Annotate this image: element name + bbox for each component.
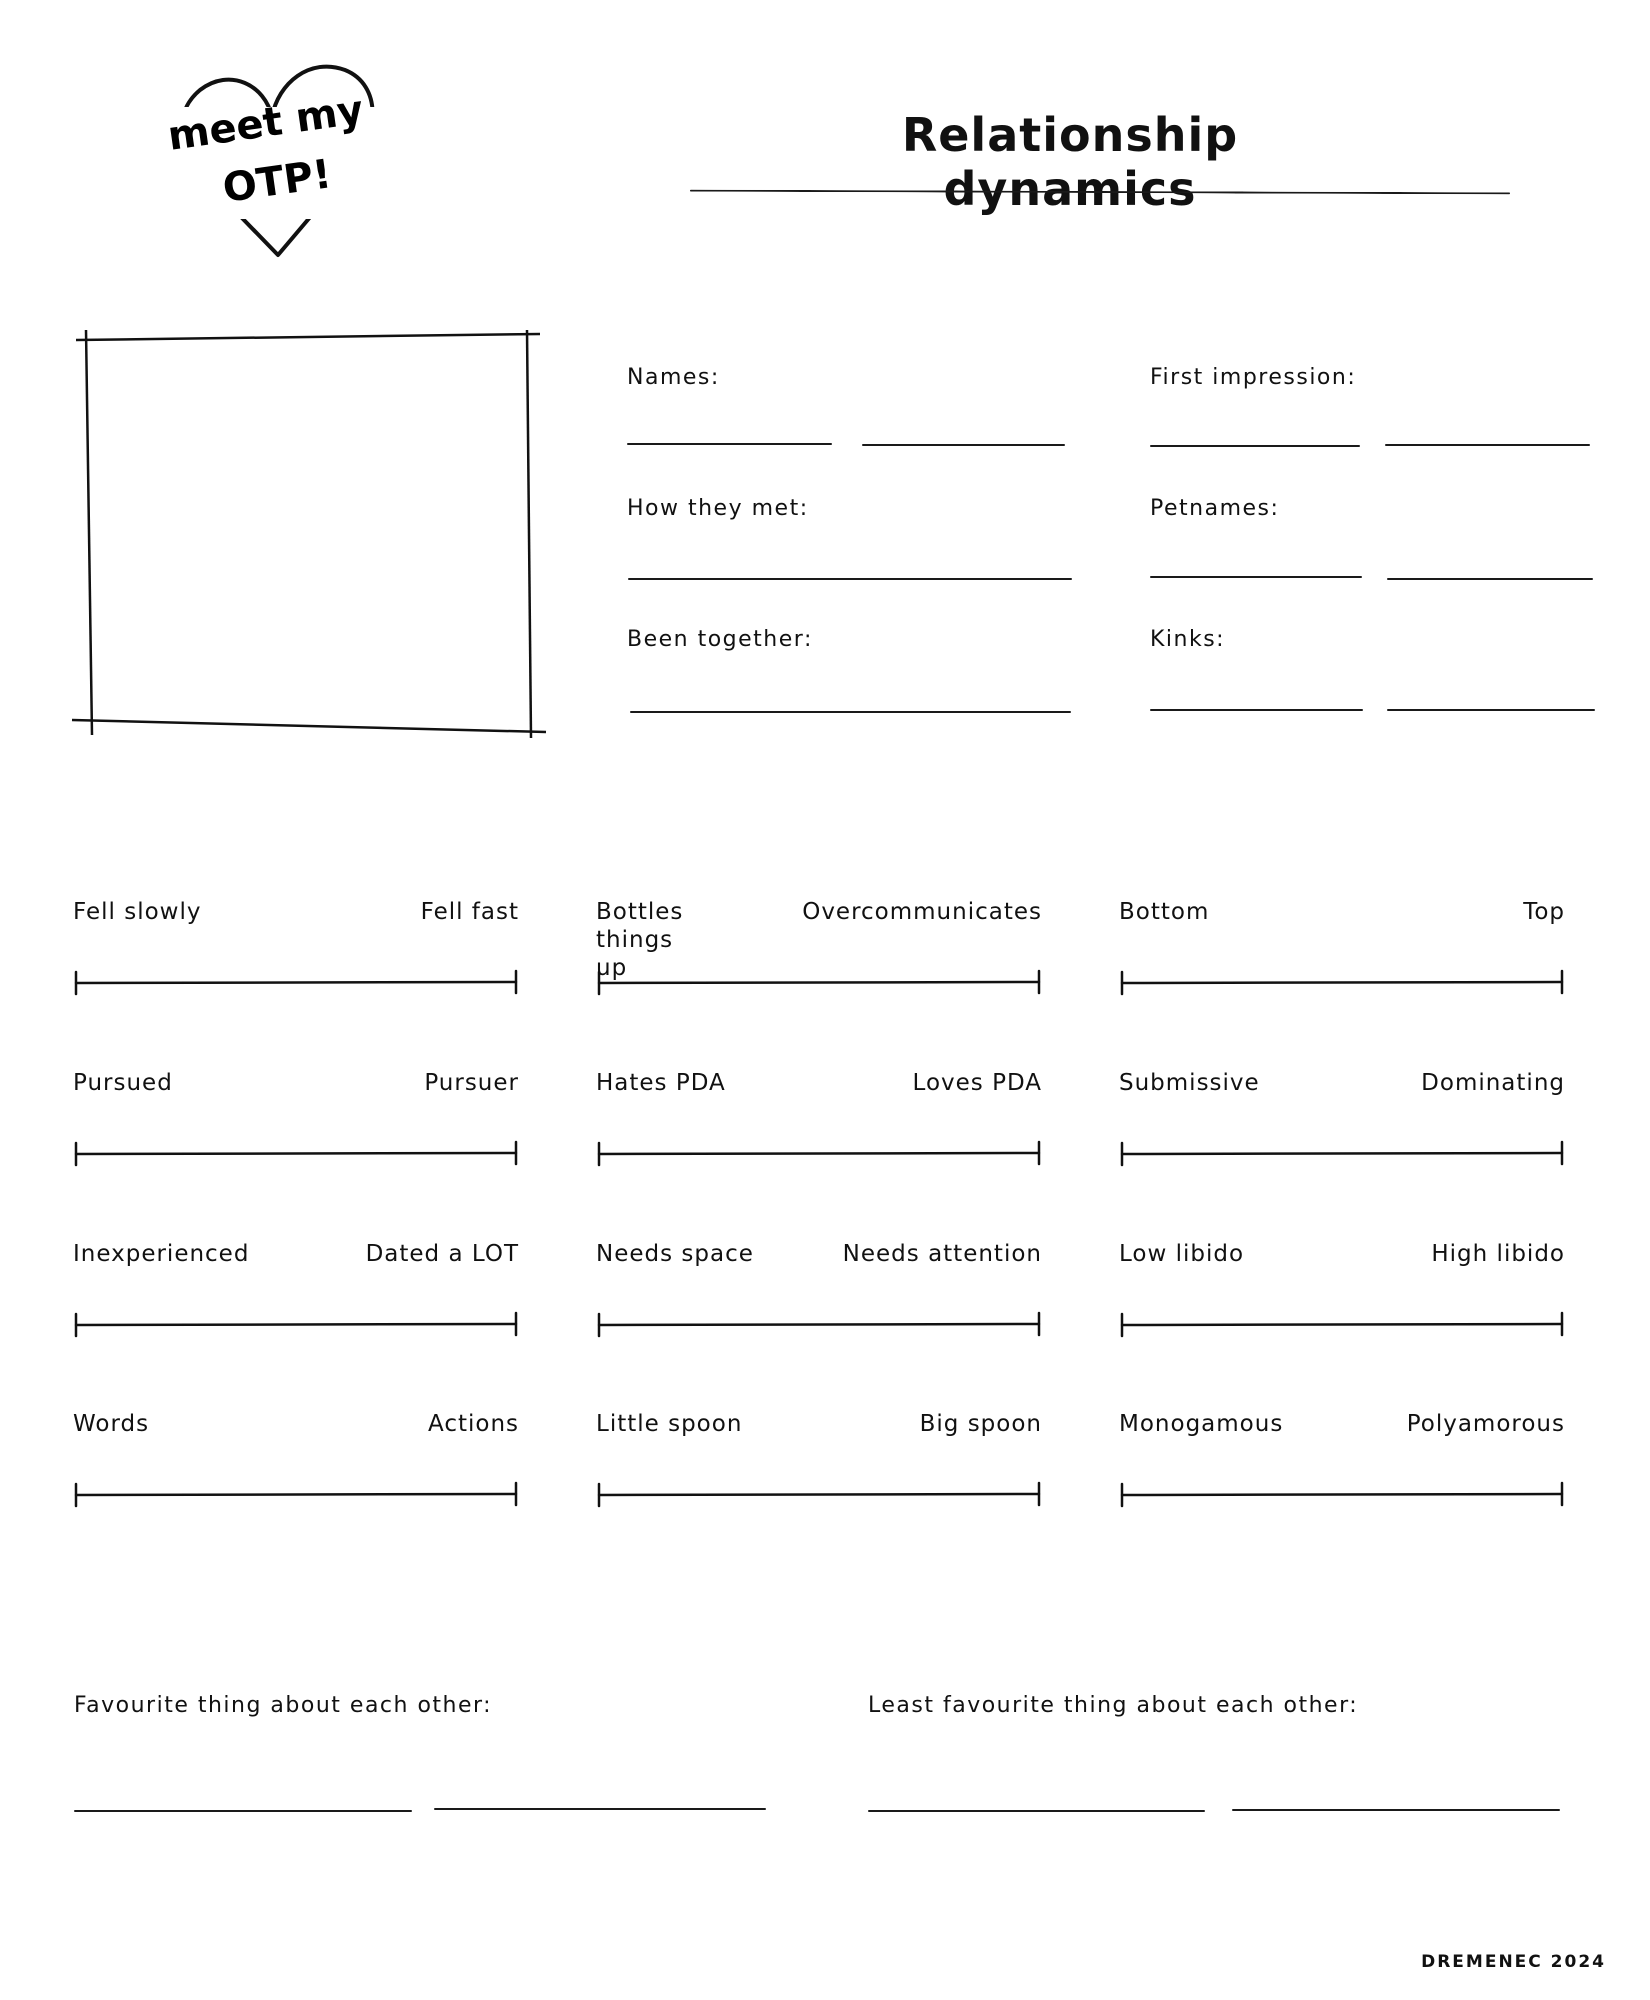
scale-right-label: Dominating [1421,1070,1565,1096]
scale-2[interactable] [1119,898,1565,1028]
scale-left-label: Inexperienced [73,1241,250,1267]
scale-left-label: Monogamous [1119,1411,1284,1437]
first-impression-field-2[interactable] [1385,444,1590,446]
how-they-met-label: How they met: [627,496,809,521]
scale-right-label: Polyamorous [1406,1411,1565,1437]
petnames-field-2[interactable] [1387,578,1593,580]
scale-track[interactable] [596,968,1042,998]
scale-5[interactable] [1119,1069,1565,1199]
scale-track[interactable] [73,1310,519,1340]
least-favourite-field-1[interactable] [868,1810,1205,1812]
kinks-label: Kinks: [1150,627,1226,652]
scale-3[interactable] [73,1069,519,1199]
scale-left-label: Submissive [1119,1070,1260,1096]
first-impression-field-1[interactable] [1150,445,1360,447]
scale-right-label: Big spoon [919,1411,1042,1437]
scale-right-label: Top [1523,899,1565,925]
scale-track[interactable] [1119,1139,1565,1169]
petnames-label: Petnames: [1150,496,1280,521]
scale-track[interactable] [596,1139,1042,1169]
kinks-field-1[interactable] [1150,709,1363,711]
scale-right-label: Needs attention [842,1241,1042,1267]
scale-right-label: Dated a LOT [365,1241,519,1267]
scale-4[interactable] [596,1069,1042,1199]
scale-10[interactable] [596,1410,1042,1540]
scale-track[interactable] [1119,1310,1565,1340]
scale-left-label: Words [73,1411,150,1437]
favourite-label: Favourite thing about each other: [74,1693,493,1718]
how-they-met-field[interactable] [628,578,1072,580]
scale-left-label: Little spoon [596,1411,743,1437]
scale-left-label: Low libido [1119,1241,1245,1267]
scale-11[interactable] [1119,1410,1565,1540]
kinks-field-2[interactable] [1387,709,1595,711]
credit: DREMENEC 2024 [1421,1952,1606,1972]
scale-right-label: Loves PDA [912,1070,1042,1096]
scale-left-label: Pursued [73,1070,173,1096]
least-favourite-label: Least favourite thing about each other: [868,1693,1359,1718]
scale-right-label: Pursuer [424,1070,519,1096]
scale-0[interactable] [73,898,519,1028]
names-field-2[interactable] [862,444,1065,446]
favourite-field-2[interactable] [434,1808,766,1810]
scale-8[interactable] [1119,1240,1565,1370]
logo-heart [160,55,400,269]
photo-box[interactable] [68,330,558,754]
logo-line1: meet my [164,86,367,160]
scale-track[interactable] [73,1480,519,1510]
scale-left-label: Fell slowly [73,899,202,925]
logo-line2: OTP! [219,151,335,212]
petnames-field-1[interactable] [1150,576,1362,578]
scale-right-label: Fell fast [420,899,519,925]
scale-6[interactable] [73,1240,519,1370]
names-field-1[interactable] [627,443,832,445]
scale-track[interactable] [73,1139,519,1169]
scale-right-label: High libido [1431,1241,1565,1267]
first-impression-label: First impression: [1150,365,1357,390]
scale-track[interactable] [1119,968,1565,998]
scale-left-label: Bottles things up [596,899,684,981]
scale-track[interactable] [73,968,519,998]
scale-track[interactable] [596,1480,1042,1510]
scale-track[interactable] [596,1310,1042,1340]
scale-1[interactable] [596,898,1042,1028]
heart-icon [160,55,400,265]
scale-left-label: Bottom [1119,899,1210,925]
scale-right-label: Overcommunicates [802,899,1042,925]
favourite-field-1[interactable] [74,1810,412,1812]
been-together-label: Been together: [627,627,813,652]
names-label: Names: [627,365,720,390]
scale-7[interactable] [596,1240,1042,1370]
been-together-field[interactable] [630,711,1071,713]
scale-9[interactable] [73,1410,519,1540]
scale-left-label: Needs space [596,1241,754,1267]
least-favourite-field-2[interactable] [1232,1809,1560,1811]
scale-left-label: Hates PDA [596,1070,726,1096]
scale-right-label: Actions [427,1411,519,1437]
scale-track[interactable] [1119,1480,1565,1510]
page-title: Relationship dynamics [901,108,1239,216]
